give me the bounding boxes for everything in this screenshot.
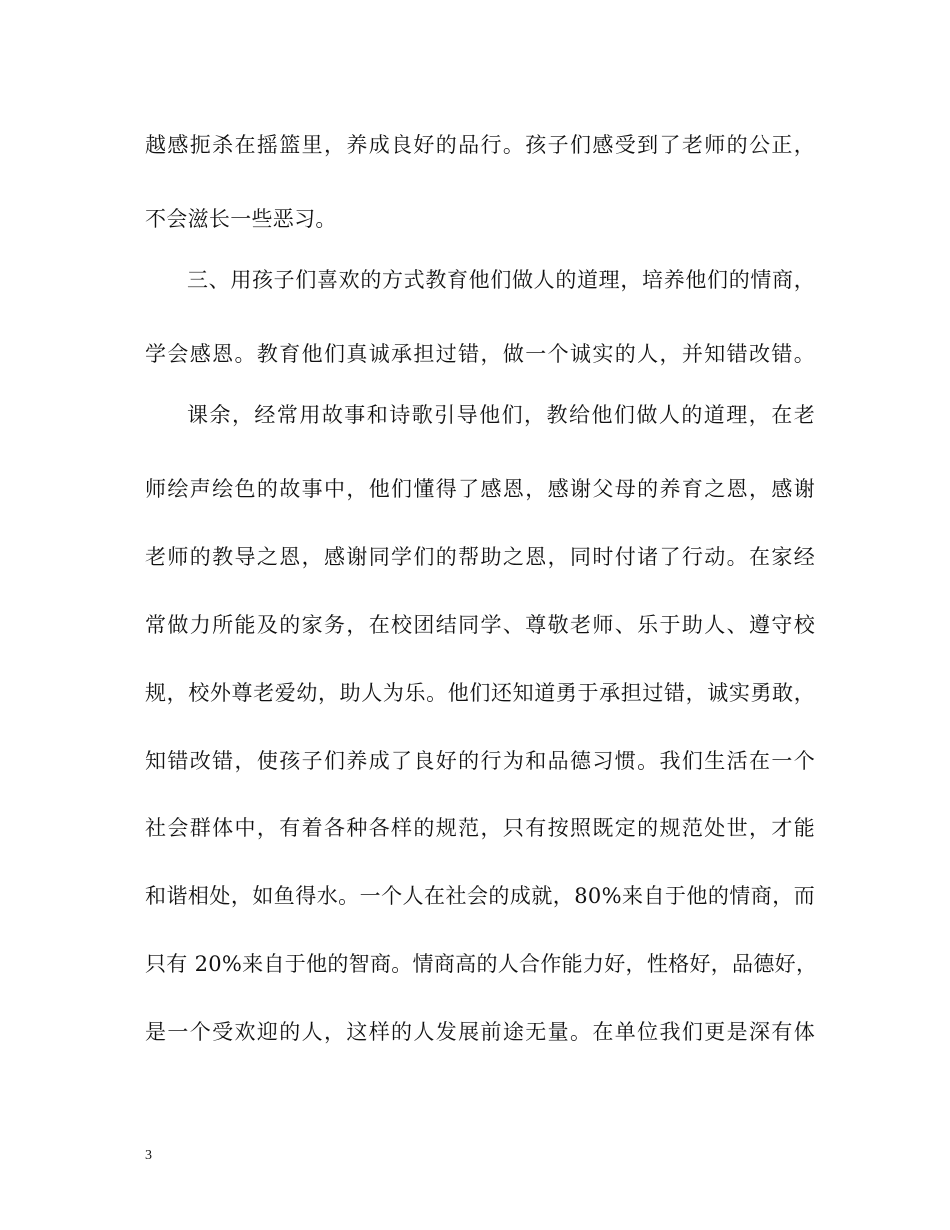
text-line: 老师的教导之恩，感谢同学们的帮助之恩，同时付诸了行动。在家经 [145,545,815,569]
text-line: 是一个受欢迎的人，这样的人发展前途无量。在单位我们更是深有体 [145,1020,815,1044]
text-line: 学会感恩。教育他们真诚承担过错，做一个诚实的人，并知错改错。 [145,342,815,366]
text-line: 规，校外尊老爱幼，助人为乐。他们还知道勇于承担过错，诚实勇敢， [145,681,815,705]
text-line: 越感扼杀在摇篮里，养成良好的品行。孩子们感受到了老师的公正， [145,133,815,157]
text-line: 不会滋长一些恶习。 [145,207,337,231]
text-line: 常做力所能及的家务，在校团结同学、尊敬老师、乐于助人、遵守校 [145,613,815,637]
text-line: 三、用孩子们喜欢的方式教育他们做人的道理，培养他们的情商， [187,268,815,292]
text-line: 知错改错，使孩子们养成了良好的行为和品德习惯。我们生活在一个 [145,749,815,773]
text-line: 只有 20%来自于他的智商。情商高的人合作能力好，性格好，品德好， [145,952,818,976]
text-line: 师绘声绘色的故事中，他们懂得了感恩，感谢父母的养育之恩，感谢 [145,477,815,501]
text-line: 课余，经常用故事和诗歌引导他们，教给他们做人的道理，在老 [187,403,815,427]
page-number: 3 [145,1148,152,1163]
text-line: 社会群体中，有着各种各样的规范，只有按照既定的规范处世，才能 [145,816,815,840]
text-line: 和谐相处，如鱼得水。一个人在社会的成就，80%来自于他的情商，而 [145,884,815,908]
